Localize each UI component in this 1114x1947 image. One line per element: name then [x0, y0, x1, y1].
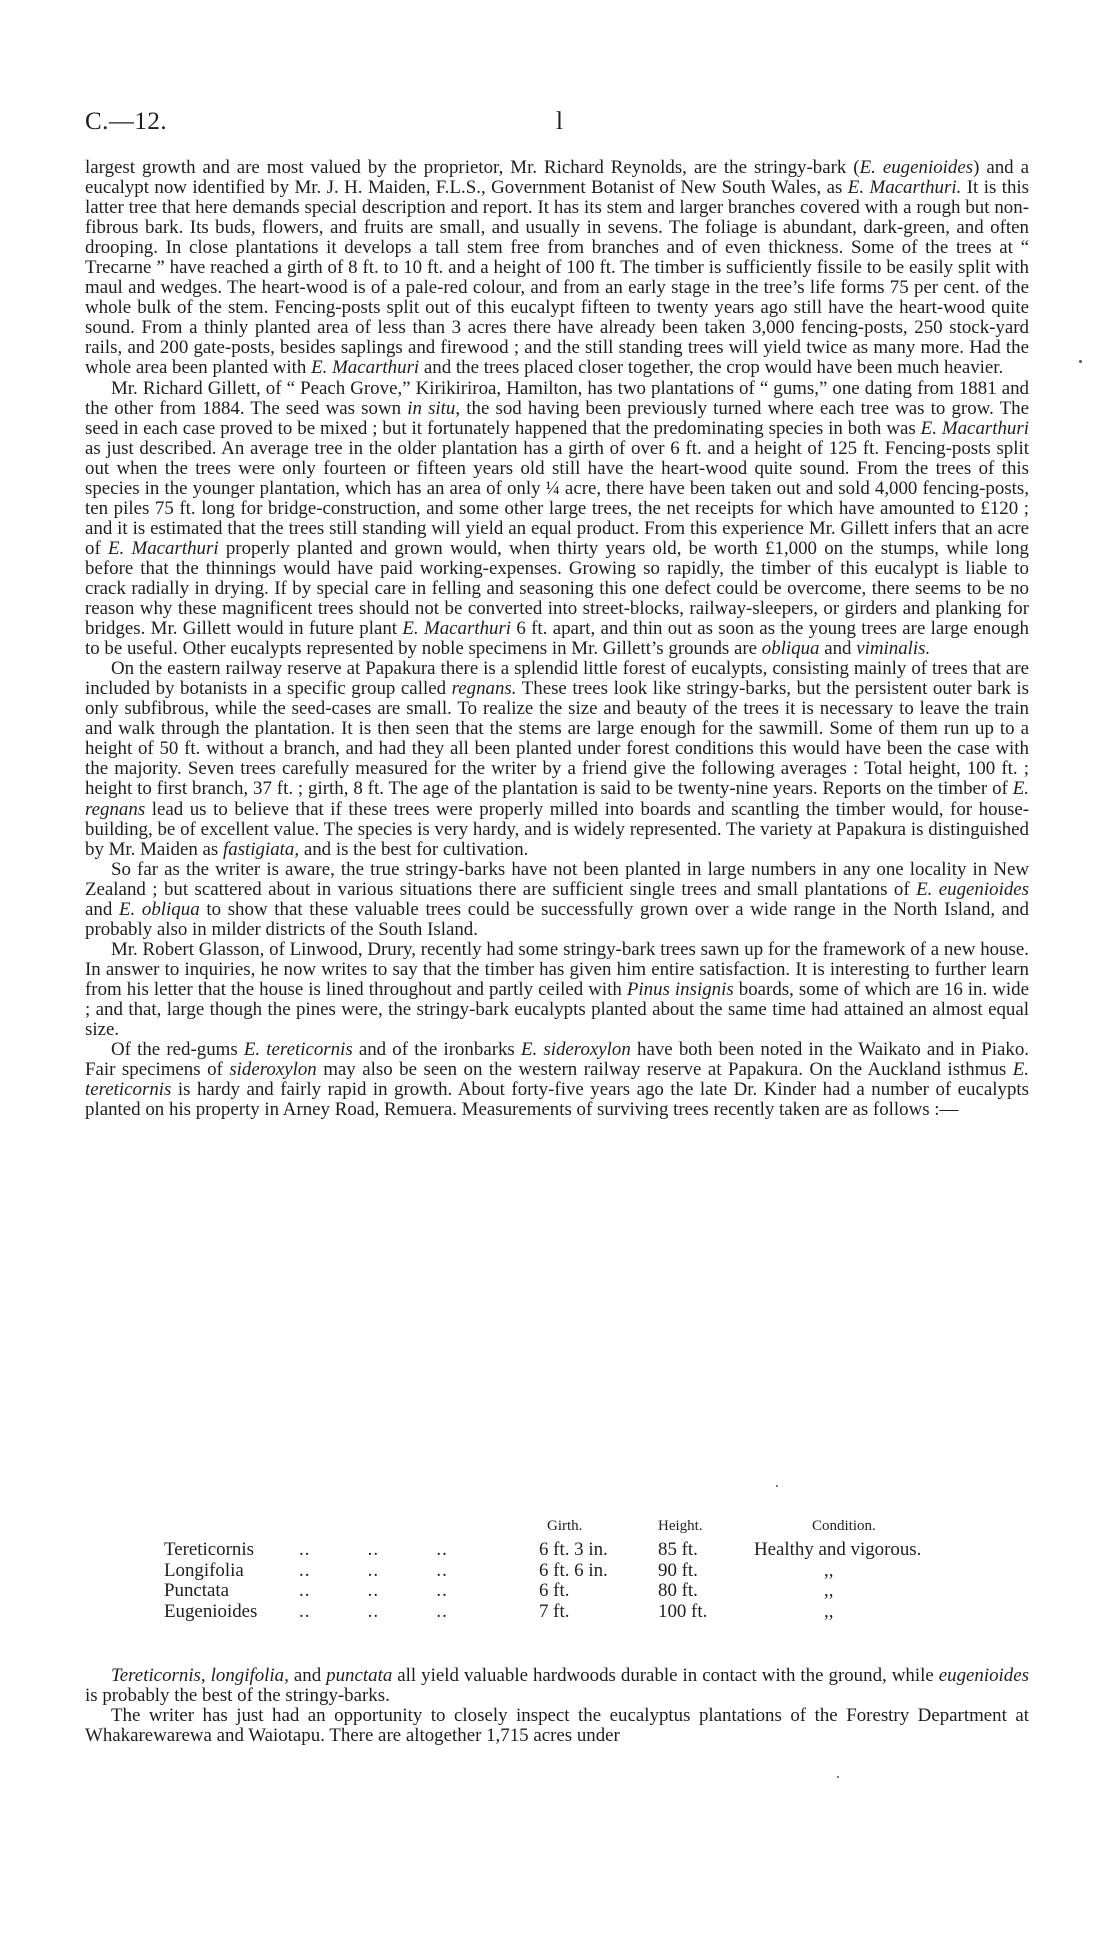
italic-text-fragment: E. obliqua — [118, 898, 200, 920]
text-fragment: have both been noted in the Waikato and in Piako. Fair specimens of — [85, 1039, 1029, 1081]
tree-measurements-table — [164, 1518, 1034, 1622]
header-dots — [299, 1518, 539, 1540]
paragraph — [85, 1666, 1029, 1706]
italic-text-fragment: eugenioides — [938, 1665, 1029, 1686]
header-girth: Girth. — [547, 1518, 583, 1534]
table-row — [164, 1602, 1034, 1623]
tree-height: 80 ft. — [658, 1580, 698, 1601]
text-fragment: and is the best for cultivation. — [299, 838, 529, 860]
table-row — [164, 1540, 1034, 1561]
paragraph — [85, 158, 1029, 379]
text-fragment: largest growth and are most valued by the proprietor, Mr. Richard Reynolds, are the stringy-bark ( — [85, 157, 860, 178]
paragraph — [85, 860, 1029, 940]
italic-text-fragment: Tereticornis, longifolia, — [111, 1665, 289, 1686]
page-number: l — [556, 108, 563, 135]
scan-speck — [837, 1776, 839, 1778]
tree-girth: 6 ft. — [539, 1580, 570, 1601]
italic-text-fragment: E. Macarthuri — [402, 618, 512, 640]
text-fragment: all yield valuable hardwoods durable in contact with the ground, while — [392, 1665, 939, 1686]
closing-body-text — [85, 1666, 1029, 1746]
italic-text-fragment: fastigiata, — [223, 838, 300, 860]
leader-dots: .. .. .. — [299, 1559, 448, 1581]
text-fragment: and of the ironbarks — [352, 1039, 521, 1061]
scan-speck — [1079, 360, 1082, 363]
text-fragment: and — [288, 1665, 327, 1686]
italic-text-fragment: E. eugenioides — [916, 878, 1029, 900]
text-fragment: and — [85, 898, 119, 920]
paragraph — [85, 659, 1029, 859]
leader-dots: .. .. .. — [299, 1539, 448, 1560]
tree-height: 85 ft. — [658, 1539, 698, 1560]
leader-dots: .. .. .. — [299, 1580, 448, 1601]
text-fragment: On the eastern railway reserve at Papakura there is a splendid little forest of eucalypts, consisting mainly of trees that are included by botanists in a specific group called — [85, 658, 1029, 700]
text-fragment: These trees look like stringy-barks, but the persistent outer bark is only subfibrous, while the seed-cases are small. To realize the size and beauty of the trees it is necessary to leave the train and walk through the plantation. It is then seen that the stems are large enough for the sawmill. Some of them run up to a height of 50 ft. without a branch, and had they all been planted under forest conditions this would have been the case with the majority. Seven trees carefully measured for the writer by a friend give the following averages : Total height, 100 ft. ; height to first branch, 37 ft. ; girth, 8 ft. The age of the plantation is said to be twenty-nine years. Reports on the timber of — [85, 678, 1029, 800]
document-reference: C.—12. — [85, 108, 168, 135]
italic-text-fragment: E. eugenioides — [859, 157, 974, 178]
text-fragment: may also be seen on the western railway reserve at Papakura. On the Auckland isthmus — [316, 1059, 1013, 1081]
tree-name: Eugenioides — [164, 1600, 258, 1622]
tree-name: Tereticornis — [164, 1539, 254, 1560]
tree-height: 90 ft. — [658, 1559, 698, 1581]
header-height: Height. — [658, 1518, 703, 1534]
tree-name: Longifolia — [164, 1559, 244, 1581]
italic-text-fragment: E. Macarthuri — [107, 537, 219, 559]
italic-text-fragment: E. Macarthuri — [311, 357, 420, 379]
italic-text-fragment: E. tereticornis — [85, 1059, 1029, 1101]
table-header-row — [164, 1518, 1034, 1540]
text-fragment: boards, some of which are 16 in. wide ; and that, large though the pines were, the stringy-bark eucalypts planted about the same time had attained an almost equal size. — [85, 978, 1029, 1041]
italic-text-fragment: punctata — [326, 1665, 393, 1686]
text-fragment: It is this latter tree that here demands special description and report. It has its stem and larger branches covered with a rough but non-fibrous bark. Its buds, flowers, and fruits are small, and usually in sevens. The foliage is abundant, dark-green, and often drooping. In close plantations it develops a tall stem free from branches and of even thickness. Some of the trees at “ Trecarne ” have reached a girth of 8 ft. to 10 ft. and a height of 100 ft. The timber is sufficiently fissile to be easily split with maul and wedges. The heart-wood is of a pale-red colour, and from an early stage in the tree’s life forms 75 per cent. of the whole bulk of the stem. Fencing-posts split out of this eucalypt fifteen to twenty years ago still have the heart-wood quite sound. From a thinly planted area of less than 3 acres there have already been taken 3,000 fencing-posts, 250 stock-yard rails, and 200 gate-posts, besides saplings and firewood ; and the still standing trees will yield twice as many more. Had the whole area been planted with — [85, 177, 1030, 379]
table-row — [164, 1561, 1034, 1582]
text-fragment: properly planted and grown would, when thirty years old, be worth £1,000 on the stumps, while long before that the thinnings would have paid working-expenses. Growing so rapidly, the timber of this eucalypt is liable to crack radially in drying. If by special care in felling and seasoning this one defect could be overcome, there seems to be no reason why these magnificent trees should not be converted into street-blocks, railway-sleepers, or girders and planking for bridges. Mr. Gillett would in future plant — [85, 537, 1029, 640]
leader-dots: .. .. .. — [299, 1600, 448, 1622]
header-name — [164, 1518, 299, 1540]
italic-text-fragment: E. regnans — [85, 778, 1029, 820]
table-row — [164, 1581, 1034, 1602]
tree-girth: 6 ft. 6 in. — [539, 1559, 608, 1581]
text-fragment: and — [819, 638, 857, 660]
italic-text-fragment: regnans. — [451, 678, 517, 700]
italic-text-fragment: obliqua — [761, 638, 820, 660]
italic-text-fragment: sideroxylon — [229, 1059, 317, 1081]
text-fragment: lead us to believe that if these trees were properly milled into boards and scantling the timber would, for house-building, be of excellent value. The species is very hardy, and is widely represented. The variety at Papakura is distinguished by Mr. Maiden as — [85, 798, 1029, 860]
text-fragment: and the trees placed closer together, the crop would have been much heavier. — [419, 357, 1004, 379]
paragraph — [85, 1040, 1029, 1120]
italic-text-fragment: E. tereticornis — [243, 1039, 353, 1061]
main-body-text — [85, 158, 1029, 1120]
paragraph — [85, 1706, 1029, 1746]
tree-height: 100 ft. — [658, 1600, 708, 1622]
text-fragment: is hardy and fairly rapid in growth. About forty-five years ago the late Dr. Kinder had a number of eucalypts planted on his property in Arney Road, Remuera. Measurements of surviving trees recently taken are as follows :— — [85, 1079, 1029, 1121]
tree-condition: ,, — [824, 1580, 834, 1601]
text-fragment: The writer has just had an opportunity to closely inspect the eucalyptus plantations of the Forestry Department at Whakarewarewa and Waiotapu. There are altogether 1,715 acres under — [85, 1705, 1029, 1747]
scan-speck — [776, 1485, 778, 1487]
italic-text-fragment: E. Macarthuri — [920, 417, 1029, 439]
text-fragment: So far as the writer is aware, the true stringy-barks have not been planted in large numbers in any one locality in New Zealand ; but scattered about in various situations there are sufficient single trees and small plantations of — [85, 858, 1029, 900]
tree-girth: 7 ft. — [539, 1600, 570, 1622]
text-fragment: , the sod having been previously turned where each tree was to grow. The seed in each case proved to be mixed ; but it fortunately happened that the predominating species in both was — [85, 397, 1029, 439]
text-fragment: Mr. Robert Glasson, of Linwood, Drury, recently had some stringy-bark trees sawn up for the framework of a new house. In answer to inquiries, he now writes to say that the timber has given him entire satisfaction. It is interesting to further learn from his letter that the house is lined throughout and partly ceiled with — [85, 938, 1029, 1000]
text-fragment: is probably the best of the stringy-barks. — [85, 1685, 390, 1707]
text-fragment: Of the red-gums — [111, 1039, 244, 1061]
header-condition: Condition. — [812, 1518, 876, 1534]
italic-text-fragment: E. Macarthuri. — [847, 177, 962, 199]
italic-text-fragment: in situ — [407, 397, 456, 419]
italic-text-fragment: E. sideroxylon — [520, 1039, 631, 1061]
paragraph — [85, 379, 1029, 660]
tree-girth: 6 ft. 3 in. — [539, 1539, 608, 1560]
text-fragment: ) and a eucalypt now identified by Mr. J. H. Maiden, F.L.S., Government Botanist of New South Wales, as — [85, 157, 1029, 199]
text-fragment: 6 ft. apart, and thin out as soon as the young trees are large enough to be useful. Other eucalypts represented by noble specimens in Mr. Gillett’s grounds are — [85, 618, 1029, 660]
italic-text-fragment: viminalis. — [856, 638, 931, 660]
tree-condition: Healthy and vigorous. — [754, 1539, 922, 1560]
text-fragment: Mr. Richard Gillett, of “ Peach Grove,” Kirikiriroa, Hamilton, has two plantations of “ gums,” one dating from 1881 and the other from 1884. The seed was sown — [85, 377, 1029, 419]
tree-name: Punctata — [164, 1580, 230, 1601]
tree-condition: ,, — [824, 1600, 834, 1622]
paragraph — [85, 940, 1029, 1040]
text-fragment: to show that these valuable trees could be successfully grown over a wide range in the North Island, and probably also in milder districts of the South Island. — [85, 898, 1030, 940]
italic-text-fragment: Pinus insignis — [626, 978, 734, 1000]
text-fragment: as just described. An average tree in the older plantation has a girth of over 6 ft. and a height of 125 ft. Fencing-posts split out when the trees were only fourteen or fifteen years old still have the heart-wood quite sound. From the trees of this species in the younger plantation, which has an area of only ¼ acre, there have been taken out and sold 4,000 fencing-posts, ten piles 75 ft. long for bridge-construction, and some other large trees, the net receipts for which have amounted to £120 ; and it is estimated that the trees still standing will yield an equal product. From this experience Mr. Gillett infers that an acre of — [85, 437, 1029, 559]
tree-condition: ,, — [824, 1559, 834, 1581]
